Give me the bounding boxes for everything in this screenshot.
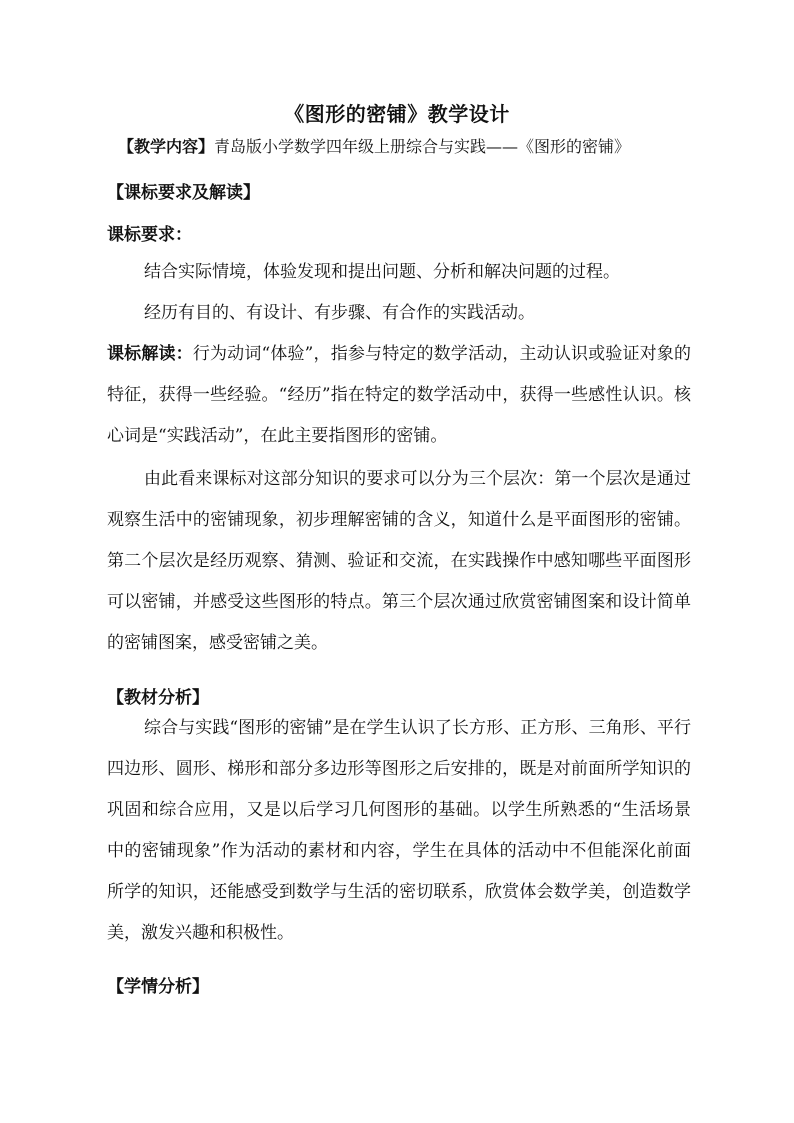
requirement-1: 结合实际情境，体验发现和提出问题、分析和解决问题的过程。 xyxy=(144,262,620,282)
teaching-content-label: 【教学内容】 xyxy=(118,137,215,156)
learner-analysis-heading: 【学情分析】 xyxy=(107,977,209,997)
interpretation-paragraph xyxy=(107,334,691,457)
teaching-content-line xyxy=(118,134,630,157)
document-title: 《图形的密铺》教学设计 xyxy=(284,102,510,126)
interpretation-label: 课标解读： xyxy=(107,344,193,364)
textbook-analysis-paragraph: 综合与实践“图形的密铺”是在学生认识了长方形、正方形、三角形、平行四边形、圆形、梯形和部分多边形等图形之后安排的，既是对前面所学知识的巩固和综合应用，又是以后学习几何图形的基础。以学生所熟悉的“生活场景中的密铺现象”作为活动的素材和内容，学生在具体的活动中不但能深化前面所学的知识，还能感受到数学与生活的密切联系，欣赏体会数学美，创造数学美，激发兴趣和积极性。 xyxy=(107,718,691,943)
teaching-content-text: 青岛版小学数学四年级上册综合与实践——《图形的密铺》 xyxy=(214,137,631,156)
interpretation-text: 行为动词“体验”，指参与特定的数学活动，主动认识或验证对象的特征，获得一些经验。“经历”指在特定的数学活动中，获得一些感性认识。核心词是“实践活动”，在此主要指图形的密铺。 xyxy=(107,344,691,446)
textbook-analysis-heading: 【教材分析】 xyxy=(107,688,209,708)
requirement-2: 经历有目的、有设计、有步骤、有合作的实践活动。 xyxy=(144,303,535,323)
levels-paragraph: 由此看来课标对这部分知识的要求可以分为三个层次：第一个层次是通过观察生活中的密铺现象，初步理解密铺的含义，知道什么是平面图形的密铺。第二个层次是经历观察、猜测、验证和交流，在实践操作中感知哪些平面图形可以密铺，并感受这些图形的特点。第三个层次通过欣赏密铺图案和设计简单的密铺图案，感受密铺之美。 xyxy=(107,469,691,653)
requirements-subheading: 课标要求： xyxy=(107,225,192,245)
requirements-heading: 【课标要求及解读】 xyxy=(107,183,260,203)
